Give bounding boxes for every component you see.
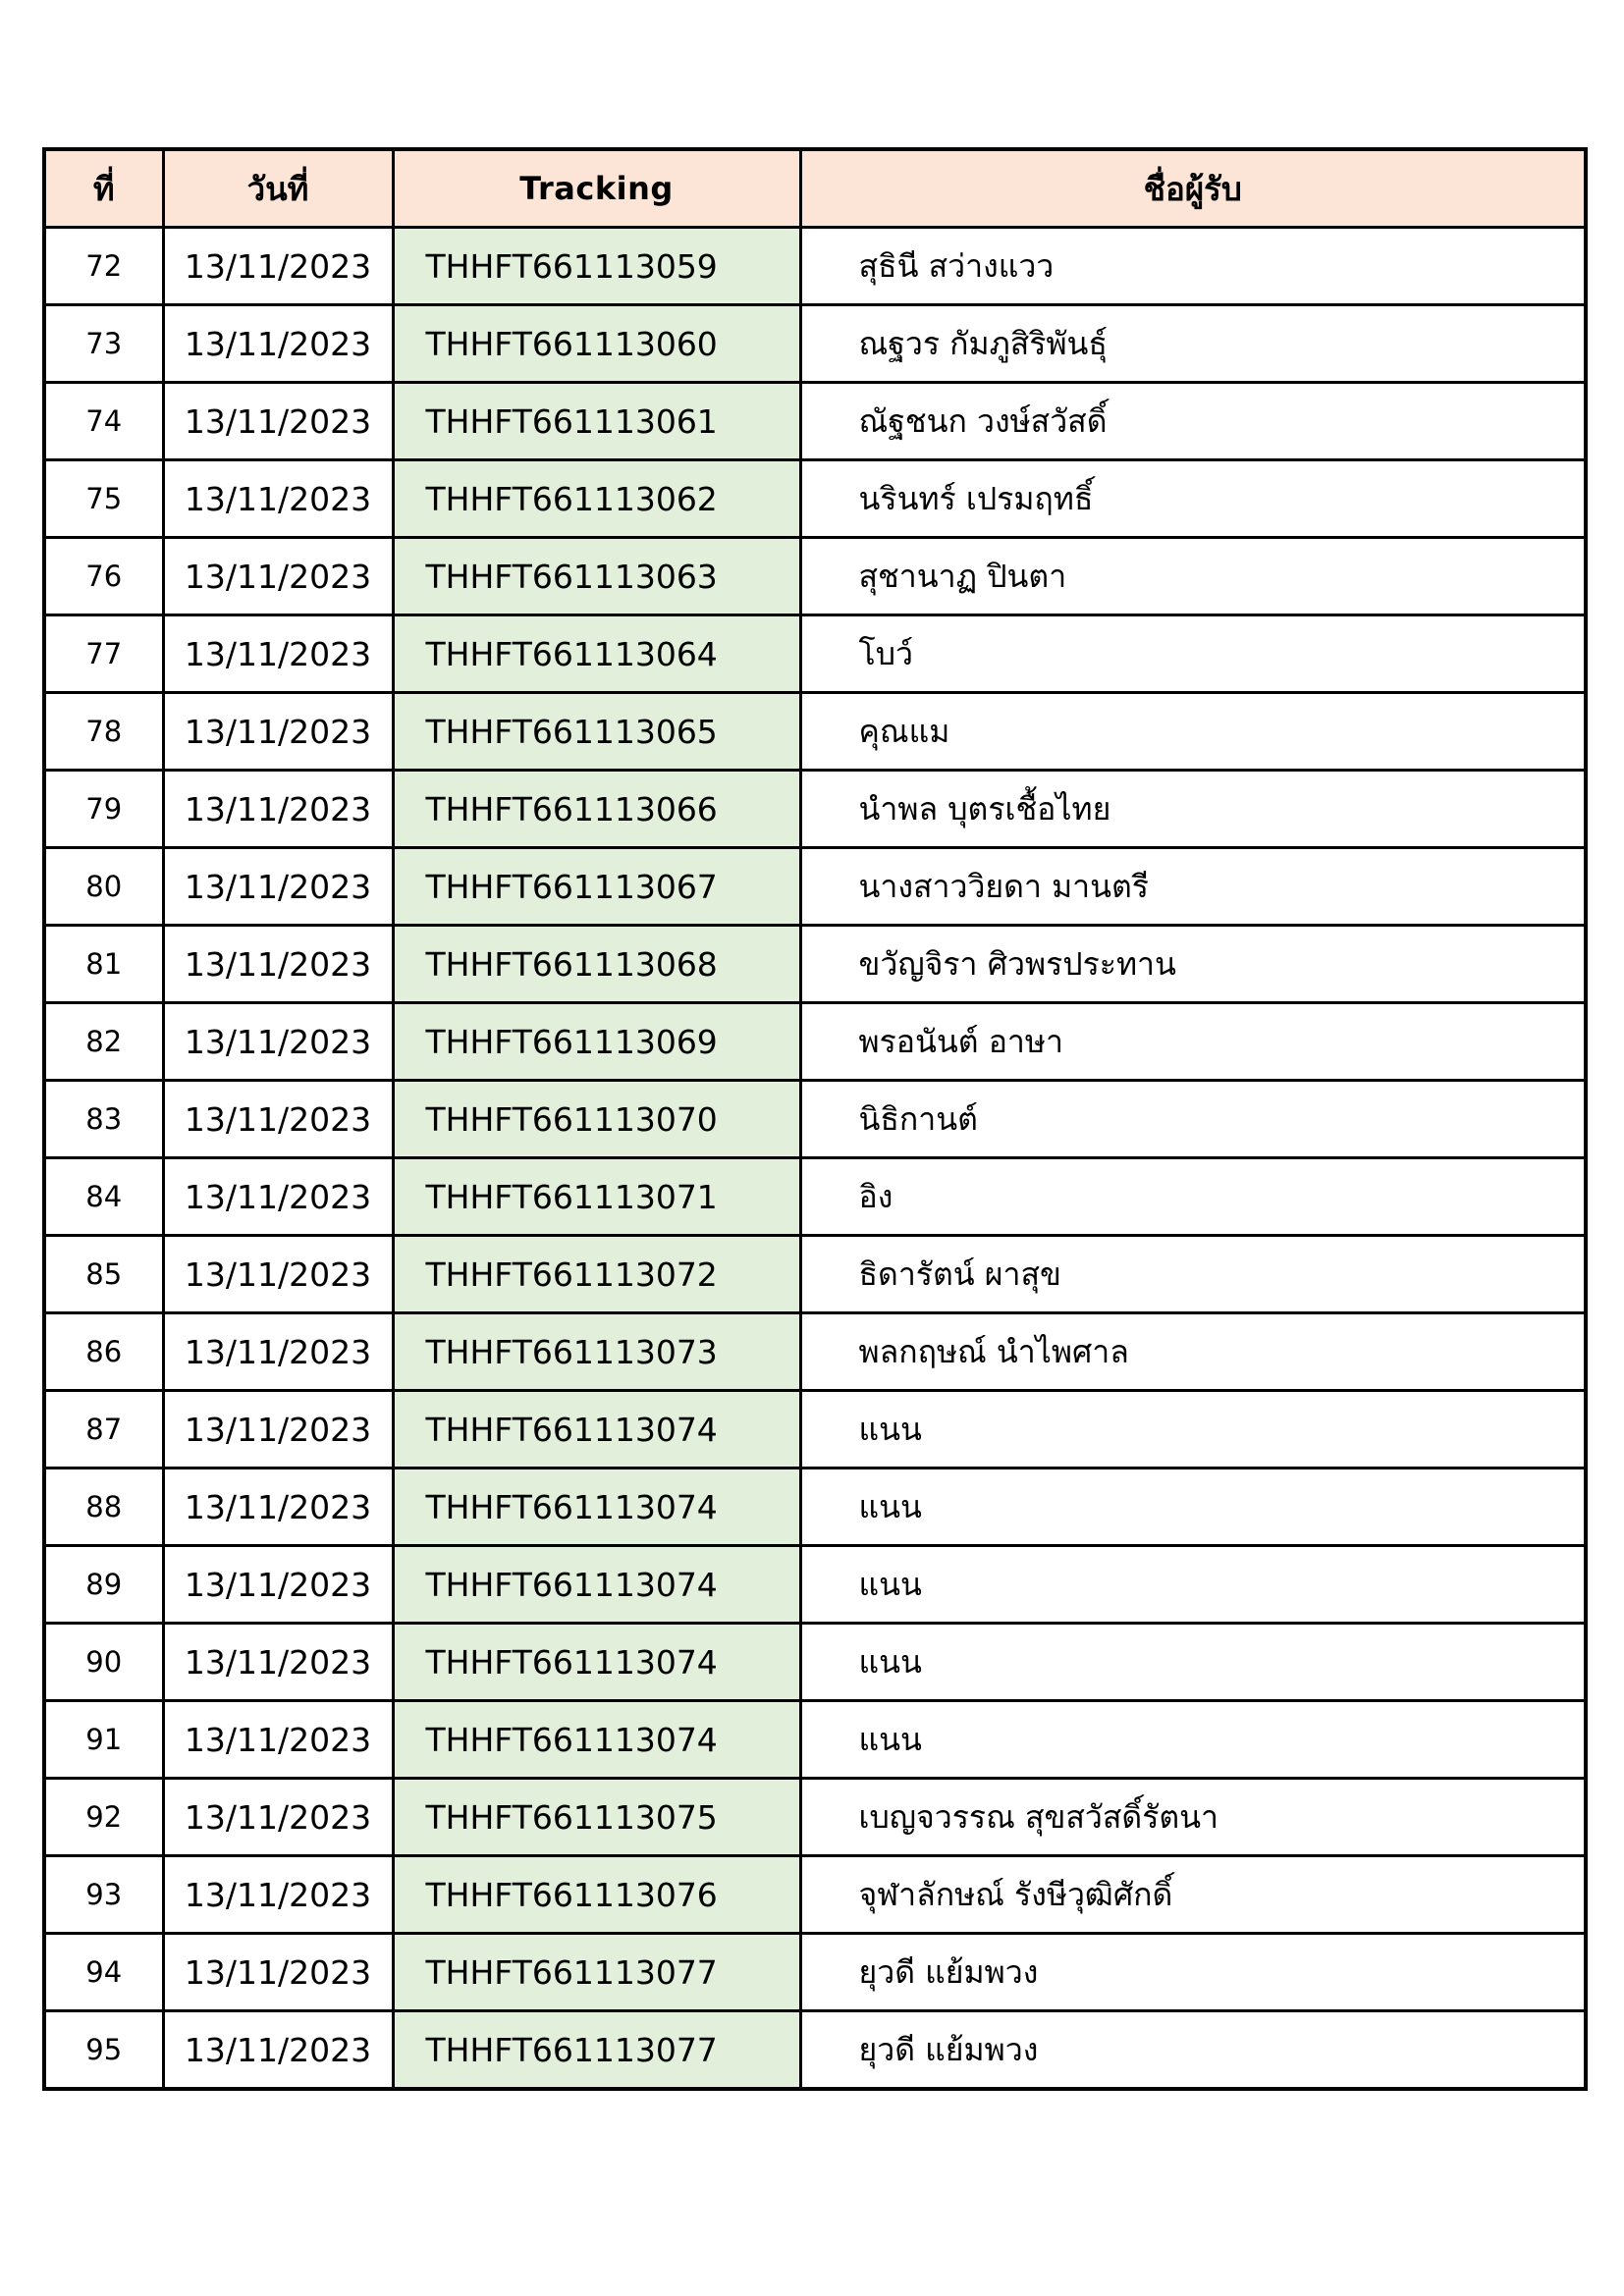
date-cell: 13/11/2023 [163,383,393,460]
date-cell: 13/11/2023 [163,228,393,305]
tracking-number-cell: THHFT661113067 [393,848,800,926]
row-number-cell: 90 [44,1624,163,1701]
table-row [44,383,1586,460]
tracking-number-cell: THHFT661113077 [393,2011,800,2090]
recipient-name-cell: อิง [800,1158,1586,1236]
date-cell: 13/11/2023 [163,1701,393,1779]
date-cell: 13/11/2023 [163,1158,393,1236]
header-no: ที่ [44,149,163,228]
tracking-number-cell: THHFT661113065 [393,693,800,771]
date-cell: 13/11/2023 [163,2011,393,2090]
row-number-cell: 95 [44,2011,163,2090]
row-number-cell: 83 [44,1081,163,1158]
row-number-cell: 87 [44,1391,163,1468]
tracking-number-cell: THHFT661113064 [393,615,800,693]
recipient-name-cell: ขวัญจิรา ศิวพรประทาน [800,926,1586,1003]
table-row [44,2011,1586,2090]
date-cell: 13/11/2023 [163,1313,393,1391]
row-number-cell: 89 [44,1546,163,1624]
row-number-cell: 80 [44,848,163,926]
row-number-cell: 81 [44,926,163,1003]
header-tracking: Tracking [393,149,800,228]
recipient-name-cell: แนน [800,1624,1586,1701]
date-cell: 13/11/2023 [163,538,393,615]
table-row [44,1158,1586,1236]
row-number-cell: 74 [44,383,163,460]
recipient-name-cell: แนน [800,1391,1586,1468]
table-row [44,693,1586,771]
date-cell: 13/11/2023 [163,1003,393,1081]
tracking-number-cell: THHFT661113059 [393,228,800,305]
row-number-cell: 72 [44,228,163,305]
tracking-number-cell: THHFT661113070 [393,1081,800,1158]
table-row [44,1313,1586,1391]
tracking-number-cell: THHFT661113072 [393,1236,800,1313]
tracking-number-cell: THHFT661113062 [393,460,800,538]
tracking-number-cell: THHFT661113060 [393,305,800,383]
tracking-number-cell: THHFT661113074 [393,1391,800,1468]
tracking-number-cell: THHFT661113068 [393,926,800,1003]
table-body [44,228,1586,2090]
row-number-cell: 85 [44,1236,163,1313]
date-cell: 13/11/2023 [163,460,393,538]
tracking-number-cell: THHFT661113075 [393,1779,800,1856]
table-row [44,1003,1586,1081]
tracking-number-cell: THHFT661113073 [393,1313,800,1391]
tracking-table [42,147,1588,2091]
row-number-cell: 92 [44,1779,163,1856]
row-number-cell: 79 [44,771,163,848]
recipient-name-cell: ธิดารัตน์ ผาสุข [800,1236,1586,1313]
recipient-name-cell: พลกฤษณ์ นำไพศาล [800,1313,1586,1391]
recipient-name-cell: แนน [800,1701,1586,1779]
row-number-cell: 91 [44,1701,163,1779]
recipient-name-cell: โบว์ [800,615,1586,693]
recipient-name-cell: นางสาววิยดา มานตรี [800,848,1586,926]
header-recipient: ชื่อผู้รับ [800,149,1586,228]
row-number-cell: 86 [44,1313,163,1391]
date-cell: 13/11/2023 [163,926,393,1003]
date-cell: 13/11/2023 [163,848,393,926]
row-number-cell: 77 [44,615,163,693]
date-cell: 13/11/2023 [163,1624,393,1701]
table-row [44,1391,1586,1468]
date-cell: 13/11/2023 [163,1391,393,1468]
recipient-name-cell: สุธินี สว่างแวว [800,228,1586,305]
recipient-name-cell: นรินทร์ เปรมฤทธิ์ [800,460,1586,538]
tracking-number-cell: THHFT661113074 [393,1468,800,1546]
recipient-name-cell: นิธิกานต์ [800,1081,1586,1158]
table-row [44,1236,1586,1313]
date-cell: 13/11/2023 [163,1934,393,2011]
date-cell: 13/11/2023 [163,771,393,848]
row-number-cell: 78 [44,693,163,771]
recipient-name-cell: จุฬาลักษณ์ รังษีวุฒิศักดิ์ [800,1856,1586,1934]
date-cell: 13/11/2023 [163,1856,393,1934]
tracking-number-cell: THHFT661113061 [393,383,800,460]
row-number-cell: 93 [44,1856,163,1934]
recipient-name-cell: สุชานาฏ ปินตา [800,538,1586,615]
table-row [44,1779,1586,1856]
tracking-number-cell: THHFT661113071 [393,1158,800,1236]
recipient-name-cell: นำพล บุตรเชื้อไทย [800,771,1586,848]
table-row [44,305,1586,383]
table-row [44,1546,1586,1624]
tracking-number-cell: THHFT661113074 [393,1624,800,1701]
table-row [44,228,1586,305]
date-cell: 13/11/2023 [163,1236,393,1313]
table-header [44,149,1586,228]
row-number-cell: 84 [44,1158,163,1236]
recipient-name-cell: ณฐวร กัมภูสิริพันธุ์ [800,305,1586,383]
table-row [44,1624,1586,1701]
date-cell: 13/11/2023 [163,1468,393,1546]
recipient-name-cell: คุณแม [800,693,1586,771]
row-number-cell: 88 [44,1468,163,1546]
table-row [44,615,1586,693]
table-row [44,1081,1586,1158]
table-row [44,460,1586,538]
table-row [44,538,1586,615]
header-row [44,149,1586,228]
table-row [44,1468,1586,1546]
header-date: วันที่ [163,149,393,228]
date-cell: 13/11/2023 [163,1081,393,1158]
recipient-name-cell: เบญจวรรณ สุขสวัสดิ์รัตนา [800,1779,1586,1856]
recipient-name-cell: ณัฐชนก วงษ์สวัสดิ์ [800,383,1586,460]
table-row [44,1701,1586,1779]
recipient-name-cell: แนน [800,1468,1586,1546]
date-cell: 13/11/2023 [163,1546,393,1624]
table-row [44,1934,1586,2011]
recipient-name-cell: ยุวดี แย้มพวง [800,2011,1586,2090]
recipient-name-cell: พรอนันต์ อาษา [800,1003,1586,1081]
row-number-cell: 75 [44,460,163,538]
row-number-cell: 73 [44,305,163,383]
recipient-name-cell: แนน [800,1546,1586,1624]
date-cell: 13/11/2023 [163,305,393,383]
tracking-number-cell: THHFT661113076 [393,1856,800,1934]
row-number-cell: 94 [44,1934,163,2011]
row-number-cell: 82 [44,1003,163,1081]
recipient-name-cell: ยุวดี แย้มพวง [800,1934,1586,2011]
date-cell: 13/11/2023 [163,1779,393,1856]
tracking-number-cell: THHFT661113063 [393,538,800,615]
table-row [44,1856,1586,1934]
date-cell: 13/11/2023 [163,693,393,771]
tracking-number-cell: THHFT661113077 [393,1934,800,2011]
tracking-number-cell: THHFT661113074 [393,1546,800,1624]
tracking-number-cell: THHFT661113069 [393,1003,800,1081]
table-row [44,771,1586,848]
table-row [44,926,1586,1003]
table-row [44,848,1586,926]
tracking-number-cell: THHFT661113074 [393,1701,800,1779]
tracking-number-cell: THHFT661113066 [393,771,800,848]
row-number-cell: 76 [44,538,163,615]
date-cell: 13/11/2023 [163,615,393,693]
